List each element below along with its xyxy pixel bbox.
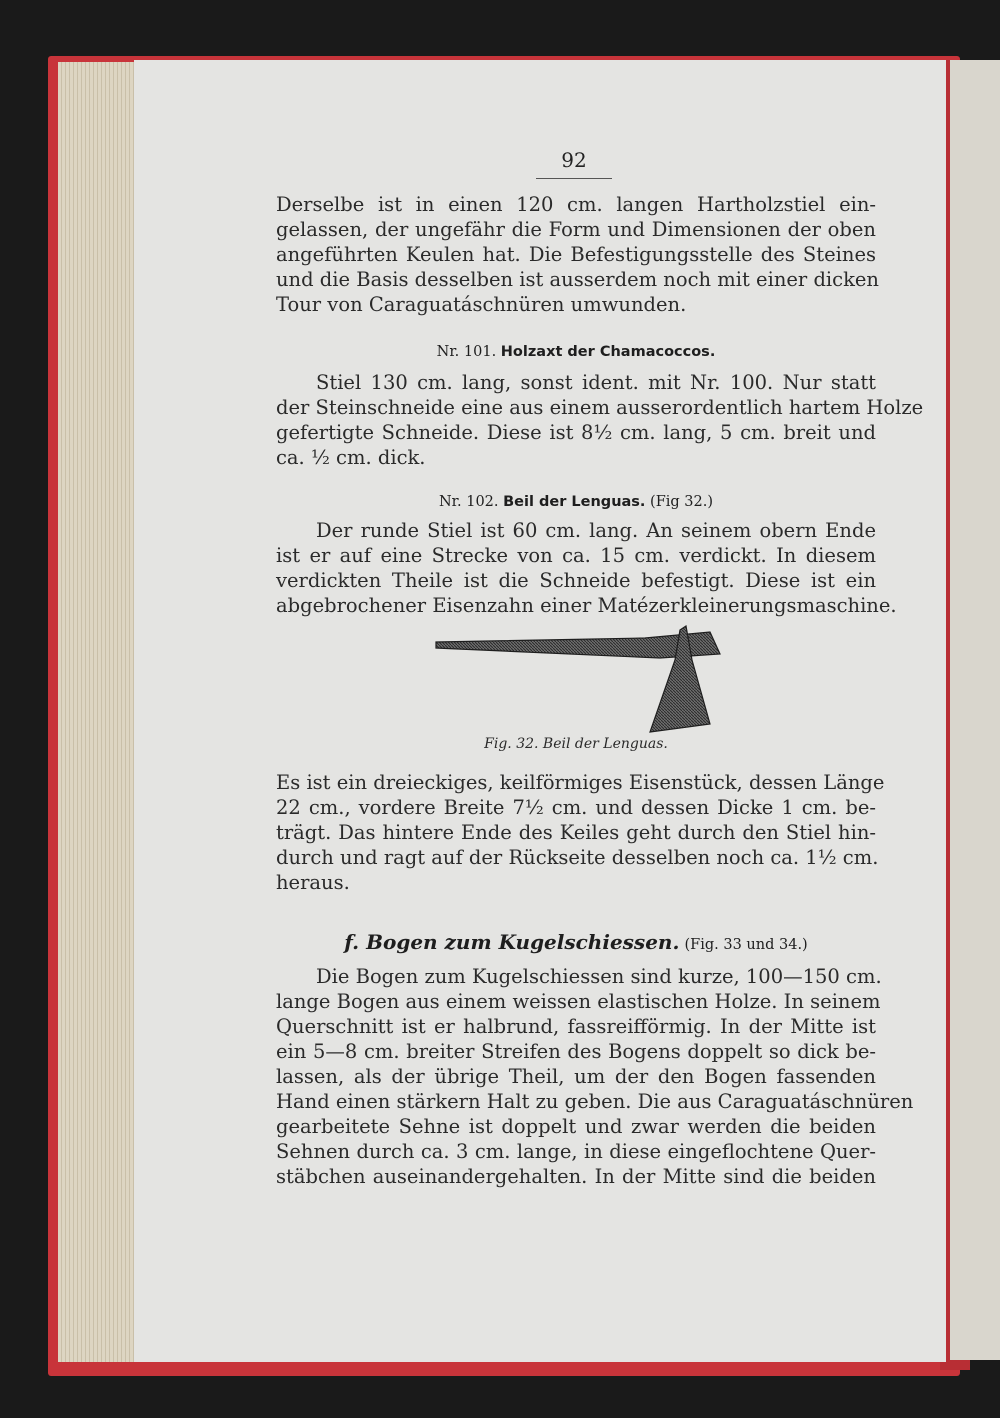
- text-line: Hand einen stärkern Halt zu geben. Die aus Caraguatáschnüren: [276, 1090, 914, 1113]
- text-line: und die Basis desselben ist ausserdem noch mit einer dicken: [276, 268, 879, 291]
- text-line: gelassen, der ungefähr die Form und Dimensionen der oben: [276, 218, 876, 241]
- text-line: durch und ragt auf der Rückseite desselben noch ca. 1½ cm.: [276, 846, 879, 869]
- figure-caption: Fig. 32. Beil der Lenguas.: [484, 736, 668, 752]
- text-line: verdickten Theile ist die Schneide befestigt. Diese ist ein: [276, 569, 876, 592]
- text-line: ca. ½ cm. dick.: [276, 446, 426, 469]
- entry-title: Holzaxt der Chamacoccos.: [500, 344, 716, 360]
- page-stack-edges: [58, 62, 138, 1362]
- text-line: Querschnitt ist er halbrund, fassreifförmig. In der Mitte ist: [276, 1015, 876, 1038]
- entry-102-paragraph: [276, 518, 897, 618]
- page-number: 92: [536, 148, 612, 179]
- text-line: Es ist ein dreieckiges, keilförmiges Eisenstück, dessen Länge: [276, 771, 885, 794]
- entry-title: Beil der Lenguas.: [503, 494, 646, 510]
- section-f-heading: [276, 930, 876, 954]
- section-f-paragraph: [276, 964, 914, 1189]
- facing-page: [950, 60, 1000, 1360]
- entry-101-heading: [276, 344, 876, 360]
- figure-reference: (Fig 32.): [650, 494, 714, 510]
- after-figure-paragraph: [276, 770, 885, 895]
- text-line: Die Bogen zum Kugelschiessen sind kurze, 100—150 cm.: [316, 965, 882, 988]
- text-line: heraus.: [276, 871, 350, 894]
- entry-number: Nr. 102.: [438, 494, 499, 510]
- figure-reference: (Fig. 33 und 34.): [684, 937, 808, 953]
- text-line: Tour von Caraguatáschnüren umwunden.: [276, 293, 687, 316]
- text-line: stäbchen auseinandergehalten. In der Mitte sind die beiden: [276, 1165, 876, 1188]
- entry-number: Nr. 101.: [436, 344, 497, 360]
- text-line: lassen, als der übrige Theil, um der den Bogen fassenden: [276, 1065, 876, 1088]
- text-line: angeführten Keulen hat. Die Befestigungsstelle des Steines: [276, 243, 876, 266]
- text-line: abgebrochener Eisenzahn einer Matézerkleinerungsmaschine.: [276, 594, 897, 617]
- section-title: f. Bogen zum Kugelschiessen.: [344, 930, 680, 954]
- text-line: trägt. Das hintere Ende des Keiles geht durch den Stiel hin-: [276, 821, 876, 844]
- text-line: gefertigte Schneide. Diese ist 8½ cm. lang, 5 cm. breit und: [276, 421, 876, 444]
- text-line: Der runde Stiel ist 60 cm. lang. An seinem obern Ende: [316, 519, 876, 542]
- axe-illustration: [430, 624, 730, 734]
- text-line: ist er auf eine Strecke von ca. 15 cm. verdickt. In diesem: [276, 544, 876, 567]
- intro-paragraph: [276, 192, 879, 317]
- text-line: 22 cm., vordere Breite 7½ cm. und dessen Dicke 1 cm. be-: [276, 796, 876, 819]
- text-line: lange Bogen aus einem weissen elastischen Holze. In seinem: [276, 990, 881, 1013]
- entry-102-heading: [276, 494, 876, 510]
- entry-101-paragraph: [276, 370, 924, 470]
- text-line: gearbeitete Sehne ist doppelt und zwar werden die beiden: [276, 1115, 876, 1138]
- text-line: Derselbe ist in einen 120 cm. langen Hartholzstiel ein-: [276, 193, 876, 216]
- text-line: der Steinschneide eine aus einem ausserordentlich hartem Holze: [276, 396, 924, 419]
- text-line: Stiel 130 cm. lang, sonst ident. mit Nr. 100. Nur statt: [316, 371, 876, 394]
- text-line: ein 5—8 cm. breiter Streifen des Bogens doppelt so dick be-: [276, 1040, 876, 1063]
- text-line: Sehnen durch ca. 3 cm. lange, in diese eingeflochtene Quer-: [276, 1140, 876, 1163]
